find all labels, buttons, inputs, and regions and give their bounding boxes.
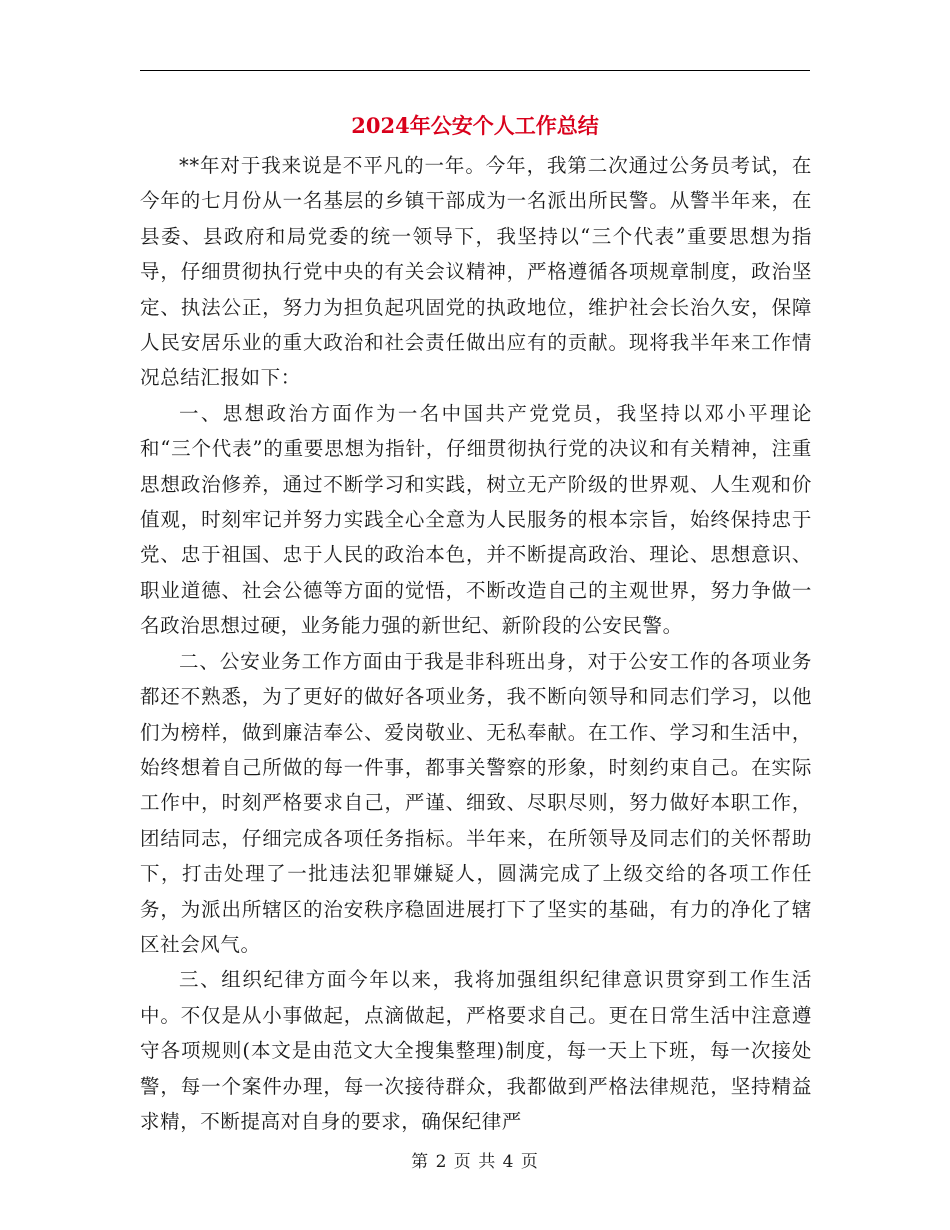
document-title: 2024年公安个人工作总结 — [351, 113, 599, 138]
section-discipline-paragraph: 三、组织纪律方面今年以来，我将加强组织纪律意识贯穿到工作生活中。不仅是从小事做起，点滴做起，严格要求自己。更在日常生活中注意遵守各项规则(本文是由范文大全搜集整理)制度，每一天上下班，每一次接处警，每一个案件办理，每一次接待群众，我都做到严格法律规范，坚持精益求精，不断提高对自身的要求，确保纪律严 — [140, 968, 812, 1133]
document-body — [140, 148, 812, 1139]
intro-paragraph: **年对于我来说是不平凡的一年。今年，我第二次通过公务员考试，在今年的七月份从一名基层的乡镇干部成为一名派出所民警。从警半年来，在县委、县政府和局党委的统一领导下，我坚持以“三个代表”重要思想为指导，仔细贯彻执行党中央的有关会议精神，严格遵循各项规章制度，政治坚定、执法公正，努力为担负起巩固党的执政地位，维护社会长治久安，保障人民安居乐业的重大政治和社会责任做出应有的贡献。现将我半年来工作情况总结汇报如下： — [140, 154, 812, 390]
header-rule — [140, 70, 810, 71]
page-number-footer: 第 2 页 共 4 页 — [411, 1152, 539, 1172]
section-police-work-paragraph: 二、公安业务工作方面由于我是非科班出身，对于公安工作的各项业务都还不熟悉，为了更好的做好各项业务，我不断向领导和同志们学习，以他们为榜样，做到廉洁奉公、爱岗敬业、无私奉献。在工作、学习和生活中，始终想着自己所做的每一件事，都事关警察的形象，时刻约束自己。在实际工作中，时刻严格要求自己，严谨、细致、尽职尽则，努力做好本职工作，团结同志，仔细完成各项任务指标。半年来，在所领导及同志们的关怀帮助下，打击处理了一批违法犯罪嫌疑人，圆满完成了上级交给的各项工作任务，为派出所辖区的治安秩序稳固进展打下了坚实的基础，有力的净化了辖区社会风气。 — [140, 649, 812, 956]
section-political-paragraph: 一、思想政治方面作为一名中国共产党党员，我坚持以邓小平理论和“三个代表”的重要思想为指针，仔细贯彻执行党的决议和有关精神，注重思想政治修养，通过不断学习和实践，树立无产阶级的世界观、人生观和价值观，时刻牢记并努力实践全心全意为人民服务的根本宗旨，始终保持忠于党、忠于祖国、忠于人民的政治本色，并不断提高政治、理论、思想意识、职业道德、社会公德等方面的觉悟，不断改造自己的主观世界，努力争做一名政治思想过硬，业务能力强的新世纪、新阶段的公安民警。 — [140, 401, 812, 638]
